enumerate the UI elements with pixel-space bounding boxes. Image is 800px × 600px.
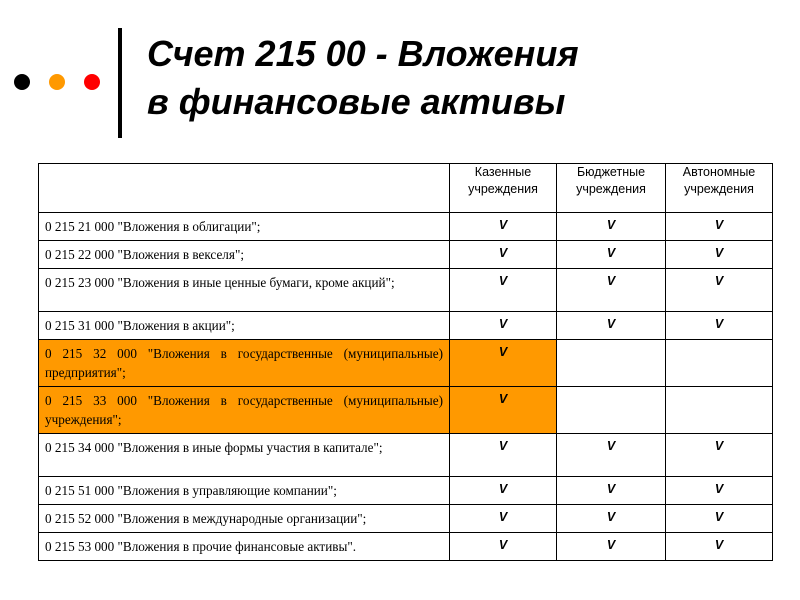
mark-byudzhetnye: V: [557, 312, 666, 340]
account-description: 0 215 21 000 "Вложения в облигации";: [39, 213, 450, 241]
column-header-kazennye: Казенные учреждения: [450, 164, 557, 213]
mark-avtonomnye: V: [666, 241, 773, 269]
account-description: 0 215 22 000 "Вложения в векселя";: [39, 241, 450, 269]
table-row: [39, 434, 773, 477]
account-description: 0 215 51 000 "Вложения в управляющие компании";: [39, 477, 450, 505]
account-description: 0 215 34 000 "Вложения в иные формы участия в капитале";: [39, 434, 450, 477]
header-empty-cell: [39, 164, 450, 213]
mark-kazennye: V: [450, 477, 557, 505]
mark-avtonomnye: V: [666, 312, 773, 340]
mark-kazennye: V: [450, 533, 557, 561]
table-row-highlighted: [39, 340, 773, 387]
title-divider: [118, 28, 122, 138]
table-row: [39, 312, 773, 340]
mark-byudzhetnye: [557, 340, 666, 387]
mark-avtonomnye: V: [666, 505, 773, 533]
mark-byudzhetnye: V: [557, 477, 666, 505]
orange-dot-icon: [49, 74, 65, 90]
mark-byudzhetnye: [557, 387, 666, 434]
black-dot-icon: [14, 74, 30, 90]
mark-kazennye: V: [450, 213, 557, 241]
table-row: [39, 213, 773, 241]
mark-avtonomnye: V: [666, 533, 773, 561]
account-description: 0 215 52 000 "Вложения в международные организации";: [39, 505, 450, 533]
bullet-dots: [14, 74, 104, 90]
table-row: [39, 241, 773, 269]
account-description: 0 215 23 000 "Вложения в иные ценные бумаги, кроме акций";: [39, 269, 450, 312]
accounts-table: [38, 163, 773, 561]
table-row: [39, 505, 773, 533]
mark-kazennye: V: [450, 269, 557, 312]
mark-byudzhetnye: V: [557, 213, 666, 241]
mark-kazennye: V: [450, 434, 557, 477]
red-dot-icon: [84, 74, 100, 90]
table-row: [39, 269, 773, 312]
mark-kazennye: V: [450, 340, 557, 387]
mark-kazennye: V: [450, 312, 557, 340]
mark-avtonomnye: V: [666, 213, 773, 241]
mark-avtonomnye: V: [666, 477, 773, 505]
mark-avtonomnye: V: [666, 434, 773, 477]
mark-avtonomnye: [666, 340, 773, 387]
mark-avtonomnye: V: [666, 269, 773, 312]
account-description: 0 215 53 000 "Вложения в прочие финансовые активы".: [39, 533, 450, 561]
table-row-highlighted: [39, 387, 773, 434]
column-header-byudzhetnye: Бюджетные учреждения: [557, 164, 666, 213]
account-description: 0 215 33 000 "Вложения в государственные (муниципальные) учреждения";: [39, 387, 450, 434]
mark-kazennye: V: [450, 387, 557, 434]
title-line-1: Счет 215 00 - Вложения: [147, 33, 579, 74]
mark-kazennye: V: [450, 505, 557, 533]
mark-byudzhetnye: V: [557, 241, 666, 269]
account-description: 0 215 31 000 "Вложения в акции";: [39, 312, 450, 340]
column-header-avtonomnye: Автономные учреждения: [666, 164, 773, 213]
table-row: [39, 533, 773, 561]
account-description: 0 215 32 000 "Вложения в государственные (муниципальные) предприятия";: [39, 340, 450, 387]
title-line-2: в финансовые активы: [147, 81, 566, 122]
mark-byudzhetnye: V: [557, 434, 666, 477]
table-row: [39, 477, 773, 505]
mark-kazennye: V: [450, 241, 557, 269]
mark-byudzhetnye: V: [557, 533, 666, 561]
mark-avtonomnye: [666, 387, 773, 434]
mark-byudzhetnye: V: [557, 269, 666, 312]
slide-title: [147, 30, 579, 126]
table-header-row: [39, 164, 773, 213]
mark-byudzhetnye: V: [557, 505, 666, 533]
